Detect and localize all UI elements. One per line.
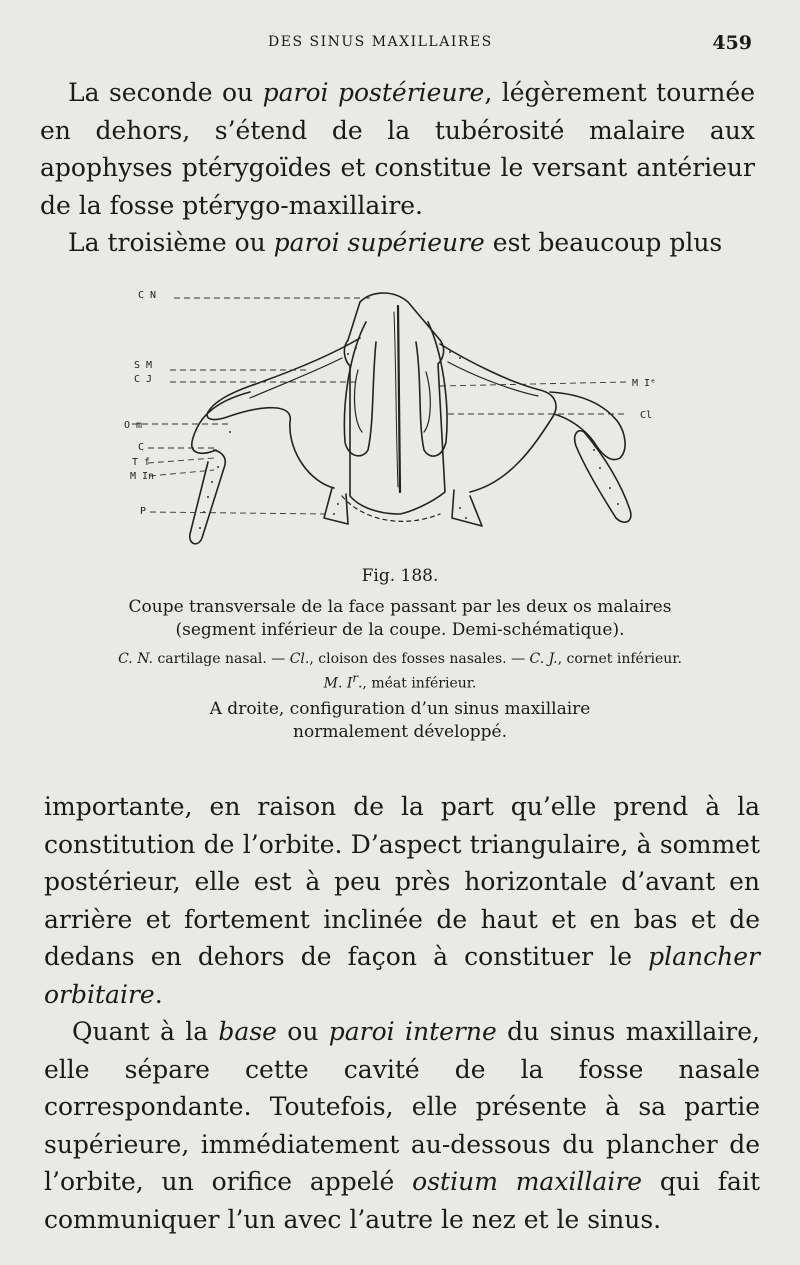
figure-caption (0, 596, 800, 642)
text-run: est beaucoup plus (484, 228, 723, 257)
label-mi-right: M Iᵉ (632, 378, 657, 389)
label-cn: C N (138, 290, 157, 301)
emphasis-term: paroi interne (328, 1017, 497, 1046)
text-run: du sinus maxillaire, elle sépare cette cavité de la fosse nasale correspondante. Toutefois, elle présente à sa partie supérieure, immédiatement au-dessous du plancher de l’orbite, un orifice appelé (44, 1017, 760, 1196)
legend-abbr: C. J. (529, 651, 558, 667)
legend-abbr: M. I (323, 675, 353, 692)
note-line: normalement développé. (293, 722, 507, 742)
figure-legend (0, 650, 800, 694)
text-run: La seconde ou (68, 78, 263, 107)
label-cl-right: Cl (640, 410, 653, 421)
paragraph-posterior-wall (40, 74, 755, 224)
legend-text: , cornet inférieur. (557, 651, 682, 667)
paragraph-internal-wall (44, 1013, 760, 1238)
figure-note (0, 698, 800, 744)
text-run: , légèrement tournée en dehors, s’étend de la tubérosité malaire aux apophyses ptérygoïdes et constitue le versant antérieur de la fosse ptérygo-maxillaire. (40, 78, 756, 220)
running-head (0, 34, 800, 58)
caption-line: (segment inférieur de la coupe. Demi-schématique). (175, 620, 625, 640)
text-run: La troisième ou (68, 228, 274, 257)
label-tf: T f (132, 457, 151, 468)
running-title: DES SINUS MAXILLAIRES (268, 34, 493, 50)
text-run: qui fait communiquer l’un avec l’autre le nez et le sinus. (44, 1167, 760, 1234)
paragraph-superior-wall (40, 224, 755, 262)
emphasis-term: ostium maxillaire (412, 1167, 643, 1196)
figure-number: Fig. 188. (361, 566, 439, 586)
label-c: C (138, 442, 145, 453)
bottom-text-block (44, 788, 760, 1238)
emphasis-term: plancher orbitaire (44, 942, 760, 1009)
legend-line-1 (0, 650, 800, 669)
cross-section-drawing (110, 282, 670, 572)
label-p: P (140, 506, 147, 517)
emphasis-term: base (218, 1017, 277, 1046)
legend-abbr: C. N. (118, 651, 154, 667)
page-number: 459 (712, 32, 752, 54)
text-run: ou (276, 1017, 329, 1046)
emphasis-term: paroi postérieure (262, 78, 485, 107)
legend-abbr: Cl. (289, 651, 310, 667)
caption-line: Coupe transversale de la face passant par les deux os malaires (128, 597, 672, 617)
legend-text: ., méat inférieur. (357, 675, 477, 692)
top-text-block (40, 74, 755, 262)
legend-sup: r (352, 671, 358, 685)
legend-text: cartilage nasal. — (153, 651, 290, 667)
text-run: Quant à la (72, 1017, 219, 1046)
text-run: importante, en raison de la part qu’elle prend à la constitution de l’orbite. D’aspect triangulaire, à sommet postérieur, elle est à peu près horizontale d’avant en arrière et fortement inclinée de haut et en bas et de dedans en dehors de façon à constituer le (44, 792, 760, 971)
paragraph-continuation (44, 788, 760, 1013)
legend-text: , cloison des fosses nasales. — (309, 651, 530, 667)
emphasis-term: paroi supérieure (273, 228, 485, 257)
label-om: O m (124, 420, 143, 431)
note-line: A droite, configuration d’un sinus maxillaire (209, 699, 591, 719)
text-run: . (154, 979, 163, 1009)
anatomical-figure (110, 282, 670, 572)
label-cj: C J (134, 374, 153, 385)
label-sm: S M (134, 360, 153, 371)
legend-line-2 (0, 669, 800, 694)
label-min: M In (130, 471, 155, 482)
